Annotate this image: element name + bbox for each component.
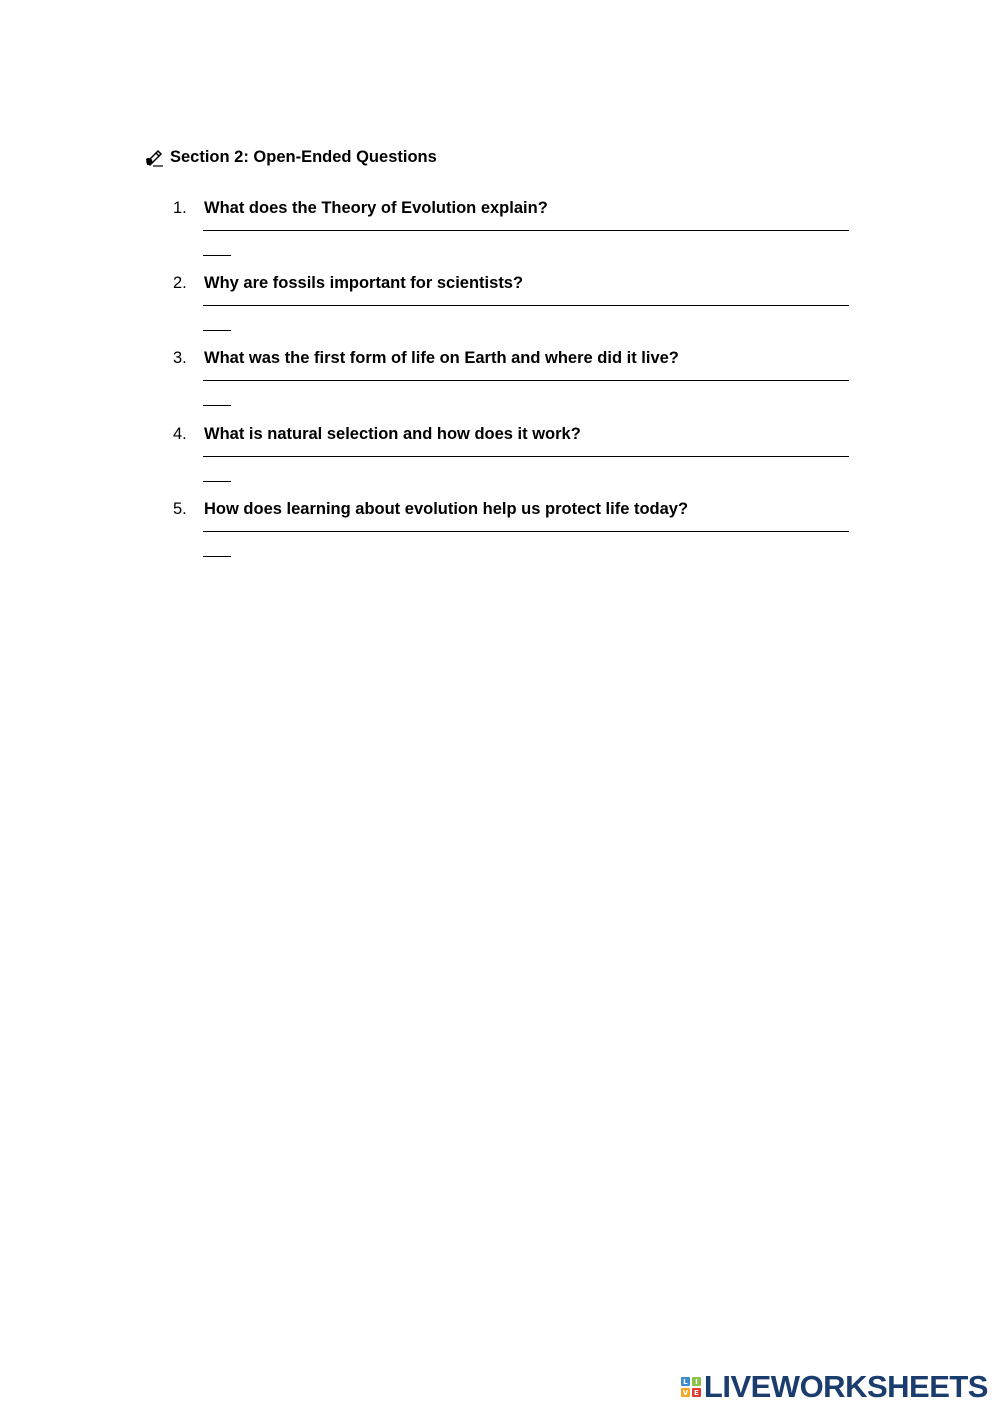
brand-logo-icon <box>681 1377 701 1397</box>
question-number: 5. <box>173 500 187 518</box>
logo-letter-l: L <box>681 1377 690 1386</box>
brand-name: LIVEWORKSHEETS <box>703 1369 988 1404</box>
answer-line[interactable] <box>203 380 849 381</box>
question-item <box>0 423 1000 499</box>
answer-line-tail[interactable] <box>203 556 231 557</box>
question-text: What does the Theory of Evolution explain? <box>204 199 548 217</box>
logo-letter-e: E <box>692 1388 701 1397</box>
question-text: What is natural selection and how does it work? <box>204 425 581 443</box>
answer-line-tail[interactable] <box>203 255 231 256</box>
section-title-text: Section 2: Open-Ended Questions <box>170 148 437 166</box>
answer-line[interactable] <box>203 531 849 532</box>
answer-line[interactable] <box>203 305 849 306</box>
writing-hand-icon <box>144 147 164 167</box>
logo-letter-i: I <box>692 1377 701 1386</box>
answer-line[interactable] <box>203 456 849 457</box>
question-item <box>0 272 1000 348</box>
answer-line-tail[interactable] <box>203 405 231 406</box>
question-text: What was the first form of life on Earth and where did it live? <box>204 349 679 367</box>
answer-line-tail[interactable] <box>203 330 231 331</box>
section-title <box>144 146 437 168</box>
answer-line[interactable] <box>203 230 849 231</box>
logo-letter-v: V <box>682 1388 689 1397</box>
question-item <box>0 498 1000 574</box>
question-item <box>0 347 1000 423</box>
question-text: Why are fossils important for scientists? <box>204 274 524 292</box>
question-number: 4. <box>173 425 187 443</box>
question-number: 3. <box>173 349 187 367</box>
answer-line-tail[interactable] <box>203 481 231 482</box>
question-number: 1. <box>173 199 187 217</box>
question-text: How does learning about evolution help us protect life today? <box>204 500 689 518</box>
question-number: 2. <box>173 274 187 292</box>
question-item <box>0 197 1000 273</box>
liveworksheets-logo <box>681 1370 988 1404</box>
